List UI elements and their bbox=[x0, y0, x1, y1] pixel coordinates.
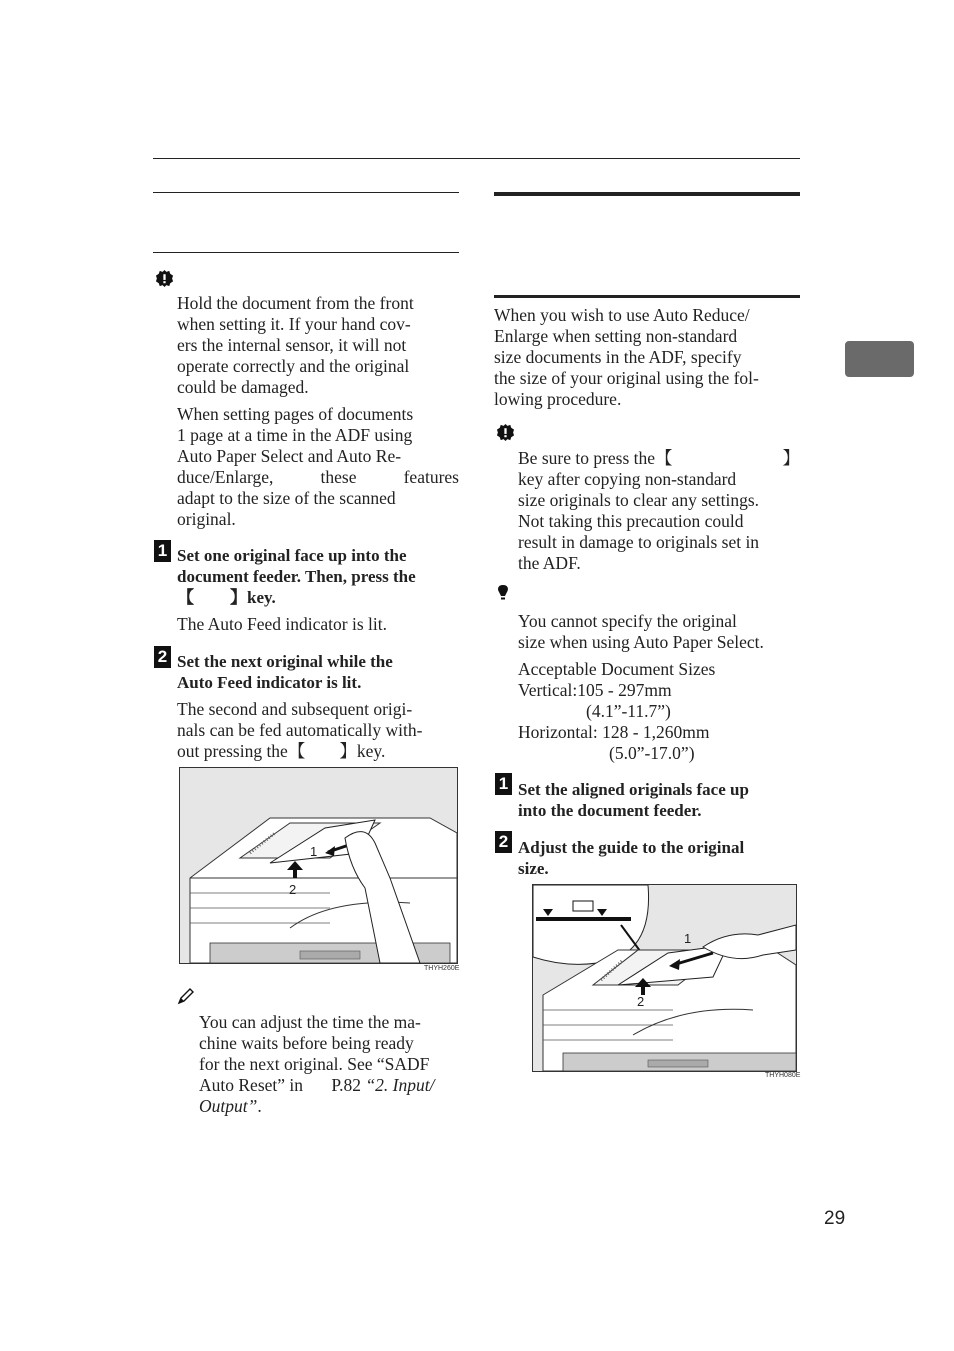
text-line: size originals to clear any settings. bbox=[518, 490, 760, 510]
text-line: for the next original. See “SADF bbox=[199, 1054, 430, 1074]
text-line: Set the next original while the bbox=[177, 652, 393, 671]
text-line: 1 page at a time in the ADF using bbox=[177, 425, 413, 445]
section-rule-top bbox=[153, 192, 459, 193]
key-bracket-close: 】key. bbox=[230, 588, 276, 607]
text-line: Enlarge when setting non-standard bbox=[494, 326, 738, 346]
text-line: size. bbox=[518, 859, 549, 878]
acceptable-sizes bbox=[518, 659, 800, 764]
text-line: into the document feeder. bbox=[518, 801, 702, 820]
step-1-instruction bbox=[177, 545, 459, 608]
text-line: You can adjust the time the ma- bbox=[199, 1012, 421, 1032]
text-line: You cannot specify the original bbox=[518, 611, 737, 631]
text-line bbox=[177, 587, 459, 608]
sizes-horizontal: Horizontal: 128 - 1,260mm bbox=[518, 722, 710, 742]
sizes-vertical-inches: (4.1”-11.7”) bbox=[586, 701, 671, 721]
text-line: Auto Paper Select and Auto Re- bbox=[177, 446, 402, 466]
step-1-instruction-right bbox=[518, 779, 800, 821]
text-line: ers the internal sensor, it will not bbox=[177, 335, 407, 355]
text-line bbox=[518, 448, 800, 469]
text-line: Set one original face up into the bbox=[177, 546, 407, 565]
text-line bbox=[199, 1096, 459, 1117]
text-fragment: 】 bbox=[782, 448, 800, 468]
figure-code: THYH260E bbox=[424, 965, 460, 972]
text-line: operate correctly and the original bbox=[177, 356, 410, 376]
adf-feeding-illustration bbox=[179, 767, 458, 964]
intro-paragraph bbox=[494, 305, 799, 410]
important-paragraph-right bbox=[518, 448, 800, 574]
header-rule bbox=[153, 158, 800, 159]
figure-label: 2 bbox=[637, 994, 645, 1009]
step-number: 1 bbox=[495, 773, 512, 795]
section-reference[interactable]: Output” bbox=[199, 1096, 258, 1116]
text-line: the size of your original using the fol- bbox=[494, 368, 759, 388]
figure-label: 2 bbox=[289, 882, 297, 897]
text-line: The second and subsequent origi- bbox=[177, 699, 413, 719]
text-line: Adjust the guide to the original bbox=[518, 838, 745, 857]
step-2-instruction-right bbox=[518, 837, 800, 879]
text-line: Auto Feed indicator is lit. bbox=[177, 673, 362, 692]
section-rule-bottom bbox=[153, 252, 459, 253]
step-number: 2 bbox=[495, 831, 512, 853]
text-line bbox=[199, 1075, 459, 1096]
text-line: when setting it. If your hand cov- bbox=[177, 314, 411, 334]
figure-label: 1 bbox=[310, 844, 318, 859]
text-fragment: . bbox=[257, 1096, 262, 1116]
text-line bbox=[177, 741, 459, 762]
text-line: Not taking this precaution could bbox=[518, 511, 744, 531]
text-fragment: Auto Reset” in bbox=[199, 1075, 308, 1095]
important-paragraph-2 bbox=[177, 404, 459, 530]
text-line: the ADF. bbox=[518, 553, 581, 573]
text-line: result in damage to originals set in bbox=[518, 532, 760, 552]
figure-code: THYH080E bbox=[765, 1072, 801, 1079]
text-line: document feeder. Then, press the bbox=[177, 567, 416, 586]
text-line: When you wish to use Auto Reduce/ bbox=[494, 305, 750, 325]
important-icon bbox=[155, 269, 174, 288]
copier-drawing bbox=[180, 768, 457, 963]
note-pencil-icon bbox=[177, 987, 195, 1005]
text-line: key after copying non-standard bbox=[518, 469, 737, 489]
limitation-bulb-icon bbox=[495, 584, 511, 603]
copier-drawing bbox=[533, 885, 796, 1071]
text-line: duce/Enlarge, these features bbox=[177, 467, 459, 487]
sizes-vertical: Vertical:105 - 297mm bbox=[518, 680, 672, 700]
adf-guide-illustration bbox=[532, 884, 797, 1072]
limitation-paragraph bbox=[518, 611, 800, 653]
text-fragment: Be sure to press the【 bbox=[518, 448, 673, 468]
section-reference[interactable]: “2. Input/ bbox=[365, 1075, 435, 1095]
text-fragment: out pressing the【 bbox=[177, 741, 306, 761]
step-2-instruction bbox=[177, 651, 459, 693]
figure-label: 1 bbox=[684, 931, 692, 946]
text-line: adapt to the size of the scanned bbox=[177, 488, 396, 508]
text-line: Hold the document from the front bbox=[177, 293, 414, 313]
step-1-note: The Auto Feed indicator is lit. bbox=[177, 614, 387, 634]
step-number: 1 bbox=[154, 540, 171, 562]
step-number: 2 bbox=[154, 646, 171, 668]
text-line: size documents in the ADF, specify bbox=[494, 347, 742, 367]
heading-rule-top bbox=[494, 192, 800, 196]
page-number: 29 bbox=[824, 1208, 846, 1229]
text-line: lowing procedure. bbox=[494, 389, 622, 409]
text-line: size when using Auto Paper Select. bbox=[518, 632, 764, 652]
key-bracket-open: 【 bbox=[177, 588, 194, 607]
text-line: could be damaged. bbox=[177, 377, 309, 397]
text-fragment: 】key. bbox=[339, 741, 386, 761]
heading-rule-bottom bbox=[494, 295, 800, 298]
page-reference-link[interactable]: P.82 bbox=[331, 1075, 366, 1095]
text-line: chine waits before being ready bbox=[199, 1033, 414, 1053]
text-line: When setting pages of documents bbox=[177, 404, 414, 424]
text-line: Set the aligned originals face up bbox=[518, 780, 749, 799]
chapter-tab bbox=[845, 341, 914, 377]
sizes-horizontal-inches: (5.0”-17.0”) bbox=[609, 743, 695, 763]
step-2-body bbox=[177, 699, 459, 762]
sizes-title: Acceptable Document Sizes bbox=[518, 659, 716, 679]
text-line: original. bbox=[177, 509, 236, 529]
important-icon bbox=[496, 423, 515, 442]
important-paragraph-1 bbox=[177, 293, 459, 398]
note-paragraph bbox=[199, 1012, 459, 1117]
text-line: nals can be fed automatically with- bbox=[177, 720, 423, 740]
